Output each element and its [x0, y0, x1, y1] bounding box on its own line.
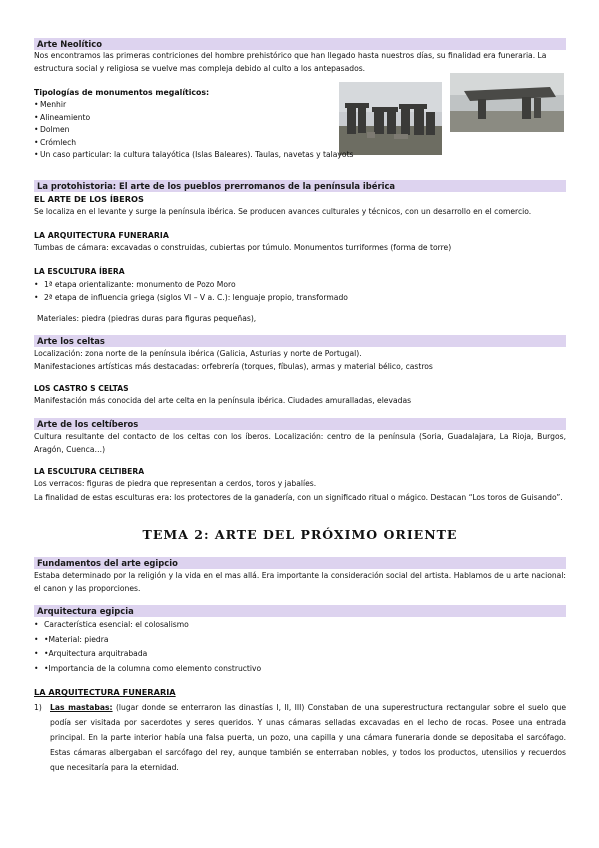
list-item: • Un caso particular: la cultura talayótica (Islas Baleares). Taulas, navetas y talayots — [34, 149, 434, 162]
section-heading-arquitectura: Arquitectura egipcia — [34, 605, 566, 617]
verracos-text: Los verracos: figuras de piedra que representan a cerdos, toros y jabalíes. — [34, 479, 317, 488]
section-heading-protohistoria: La protohistoria: El arte de los pueblos prerromanos de la península ibérica — [34, 180, 566, 192]
escultura-ibera-heading: LA ESCULTURA ÍBERA — [34, 267, 125, 276]
list-item: • Menhir — [34, 99, 434, 112]
typology-list — [34, 99, 434, 162]
celtiberos-text: Cultura resultante del contacto de los celtas con los íberos. Localización: centro de la península (Soria, Guadalajara, La Rioja, Burgos, Aragón, Cuenca…) — [34, 432, 566, 454]
section-heading-neolitico: Arte Neolítico — [34, 38, 566, 50]
neolitico-intro: Nos encontramos las primeras contriciones del hombre prehistórico que han llegado hasta nuestros días, su finalidad era funeraria. La estructura social y religiosa se vuelve mas compleja debido al culto a los antepasados. — [34, 51, 547, 73]
funeraria-heading: LA ARQUITECTURA FUNERARIA — [34, 687, 176, 697]
escultura-ibera-list — [34, 279, 534, 304]
typology-heading: Tipologías de monumentos megalíticos: — [34, 88, 210, 97]
finalidad-text: La finalidad de estas esculturas era: los protectores de la ganadería, con un significado ritual o mágico. Destacan “Los toros de Guisando”. — [34, 493, 563, 502]
iberos-text: Se localiza en el levante y surge la península ibérica. Se producen avances culturales y técnicos, con un desarrollo en el comercio. — [34, 207, 532, 216]
list-item: • •Material: piedra — [34, 633, 534, 648]
celtas-manifestaciones: Manifestaciones artísticas más destacadas: orfebrería (torques, fíbulas), armas y material bélico, castros — [34, 362, 433, 371]
dolmen-photo — [450, 73, 564, 132]
arq-funeraria-heading: LA ARQUITECTURA FUNERARIA — [34, 231, 169, 240]
castros-heading: LOS CASTRO S CELTAS — [34, 384, 129, 393]
list-item: • •Arquitectura arquitrabada — [34, 647, 534, 662]
list-item: • Alineamiento — [34, 112, 434, 125]
arquitectura-list — [34, 618, 534, 676]
list-item: • Crómlech — [34, 137, 434, 150]
section-heading-celtas: Arte los celtas — [34, 335, 566, 347]
item-number: 1) — [34, 703, 42, 712]
fundamentos-text: Estaba determinado por la religión y la vida en el mas allá. Era importante la consideración social del artista. Hablamos de u arte nacional: el canon y las proporciones. — [34, 571, 566, 593]
escultura-celtibera-heading: LA ESCULTURA CELTIBERA — [34, 467, 145, 476]
list-item — [34, 700, 566, 775]
section-heading-celtiberos: Arte de los celtíberos — [34, 418, 566, 430]
arq-funeraria-text: Tumbas de cámara: excavadas o construidas, cubiertas por túmulo. Monumentos turriformes (forma de torre) — [34, 243, 452, 252]
page-title: TEMA 2: ARTE DEL PRÓXIMO ORIENTE — [142, 527, 458, 542]
list-item: • •Importancia de la columna como elemento constructivo — [34, 662, 534, 677]
list-item: • 2ª etapa de influencia griega (siglos VI – V a. C.): lenguaje propio, transformado — [34, 292, 534, 305]
item-text: (lugar donde se enterraron las dinastías I, II, III) Constaban de una superestructura rectangular sobre el suelo que podía ser visitada por sacerdotes y seres queridos. Y unas cámaras selladas excavadas en el lecho de rocas. Posee una entrada principal. En la parte interior había una falsa puerta, un pozo, una capilla y una cámara funeraria donde se depositaba el sarcófago. Estas cámaras albergaban el sarcófago del rey, aunque también se enterraban nobles, y todos los productos, utensilios y recuerdos que necesitaría para la eternidad. — [50, 703, 566, 772]
item-term: Las mastabas: — [50, 703, 113, 712]
funeraria-list — [34, 700, 566, 775]
castros-text: Manifestación más conocida del arte celta en la península ibérica. Ciudades amuralladas, elevadas — [34, 396, 412, 405]
iberos-heading: EL ARTE DE LOS ÍBEROS — [34, 194, 144, 204]
section-heading-fundamentos: Fundamentos del arte egipcio — [34, 557, 566, 569]
list-item: • 1ª etapa orientalizante: monumento de Pozo Moro — [34, 279, 534, 292]
materiales-text: Materiales: piedra (piedras duras para figuras pequeñas), — [37, 314, 257, 323]
celtas-localizacion: Localización: zona norte de la península ibérica (Galicia, Asturias y norte de Portugal). — [34, 349, 362, 358]
list-item: • Dolmen — [34, 124, 434, 137]
list-item: • Característica esencial: el colosalismo — [34, 618, 534, 633]
